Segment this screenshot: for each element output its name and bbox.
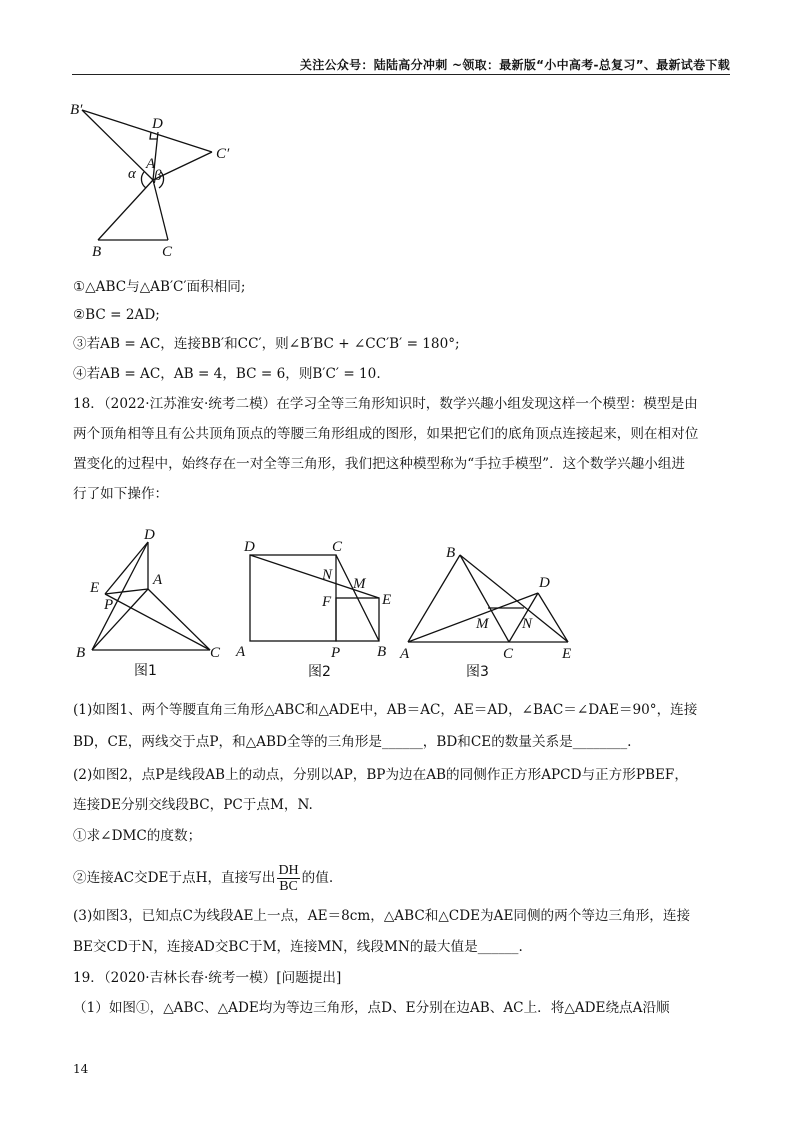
q18-part2-q2: [73, 860, 333, 896]
fig3-label-d: D: [539, 575, 550, 591]
fig2-label-p: P: [331, 645, 341, 661]
q18-part3-line-1: (3)如图3，已知点C为线段AE上一点，AE＝8cm，△ABC和△CDE为AE同侧的两个等边三角形，连接: [73, 908, 691, 924]
q18-intro-line-2: 两个顶角相等且有公共顶角顶点的等腰三角形组成的图形，如果把它们的底角顶点连接起来，则在相对位: [73, 426, 699, 442]
fig2-label-m: M: [353, 576, 366, 592]
q18-part1-line-2: BD，CE，两线交于点P，和△ABD全等的三角形是______，BD和CE的数量关系是________.: [73, 734, 632, 750]
label-alpha: α: [128, 166, 136, 182]
fig2-label-f: F: [322, 594, 332, 610]
figure-3: [396, 538, 586, 682]
fig3-label-e: E: [562, 646, 572, 662]
q18-part2-line-2: 连接DE分别交线段BC，PC于点M，N.: [73, 797, 313, 813]
q18-part2-line-3: ①求∠DMC的度数；: [73, 828, 202, 844]
fig3-label-b: B: [446, 545, 456, 561]
label-c-prime: C′: [216, 146, 230, 162]
fig3-label-a: A: [400, 646, 410, 662]
label-beta: β: [154, 168, 162, 184]
label-b-prime: B′: [70, 102, 83, 118]
page-header: 关注公众号：陆陆高分冲刺 ~领取：最新版“小中高考-总复习”、最新试卷下载: [72, 56, 730, 75]
label-c: C: [162, 244, 173, 260]
fig3-label-c: C: [503, 646, 514, 662]
fig2-caption: 图2: [308, 664, 331, 680]
q19-line-2: （1）如图①，△ABC、△ADE均为等边三角形，点D、E分别在边AB、AC上．将△ADE绕点A沿顺: [73, 1000, 670, 1016]
fig2-label-a: A: [236, 644, 246, 660]
fig3-caption: 图3: [466, 664, 489, 680]
label-b: B: [92, 244, 102, 260]
fraction-numerator: DH: [278, 862, 299, 878]
fig2-label-e: E: [382, 592, 392, 608]
fig1-label-a: A: [153, 572, 163, 588]
q18-intro-line-4: 行了如下操作：: [73, 486, 169, 502]
fig2-label-n: N: [322, 567, 333, 583]
figure-rotated-triangles: [70, 98, 250, 260]
fig1-label-c: C: [210, 645, 221, 661]
fig3-label-m: M: [476, 616, 489, 632]
label-a: A: [146, 156, 156, 172]
figure-1: [70, 522, 230, 682]
fig1-caption: 图1: [134, 663, 157, 679]
fig2-label-b: B: [377, 644, 387, 660]
label-d: D: [152, 116, 163, 132]
fig1-label-e: E: [90, 580, 100, 596]
q18-intro-line-1: 18．（2022·江苏淮安·统考二模）在学习全等三角形知识时，数学兴趣小组发现这样一个模型：模型是由: [73, 396, 698, 412]
q17-option-4: ④若AB = AC，AB = 4，BC = 6，则B′C′ = 10.: [73, 366, 381, 382]
q18-part2-q2-before: ②连接AC交DE于点H，直接写出: [73, 870, 276, 886]
fig1-label-p: P: [104, 597, 114, 613]
fraction-denominator: BC: [279, 878, 298, 894]
page-number: 14: [73, 1062, 89, 1076]
fig2-label-c: C: [332, 539, 343, 555]
q17-option-1: ①△ABC与△AB′C′面积相同;: [73, 279, 246, 295]
q18-part2-q2-after: 的值.: [301, 870, 334, 886]
fig3-label-n: N: [522, 616, 533, 632]
fig1-label-b: B: [76, 645, 86, 661]
fraction-dh-bc: [277, 863, 299, 894]
fig1-label-d: D: [144, 527, 155, 543]
fig2-label-d: D: [244, 539, 255, 555]
q17-option-2: ②BC = 2AD;: [73, 307, 160, 323]
q18-part2-line-1: (2)如图2，点P是线段AB上的动点，分别以AP，BP为边在AB的同侧作正方形APCD与正方形PBEF，: [73, 767, 688, 783]
figure-2: [232, 530, 402, 682]
q17-option-3: ③若AB = AC，连接BB′和CC′，则∠B′BC + ∠CC′B′ = 180°;: [73, 336, 460, 352]
q18-part3-line-2: BE交CD于N，连接AD交BC于M，连接MN，线段MN的最大值是______.: [73, 939, 523, 955]
q19-line-1: 19．（2020·吉林长春·统考一模）[问题提出]: [73, 970, 342, 986]
q18-intro-line-3: 置变化的过程中，始终存在一对全等三角形，我们把这种模型称为“手拉手模型”．这个数学兴趣小组进: [73, 456, 686, 472]
q18-part1-line-1: (1)如图1、两个等腰直角三角形△ABC和△ADE中，AB＝AC，AE＝AD，∠BAC＝∠DAE＝90°，连接: [73, 702, 698, 718]
